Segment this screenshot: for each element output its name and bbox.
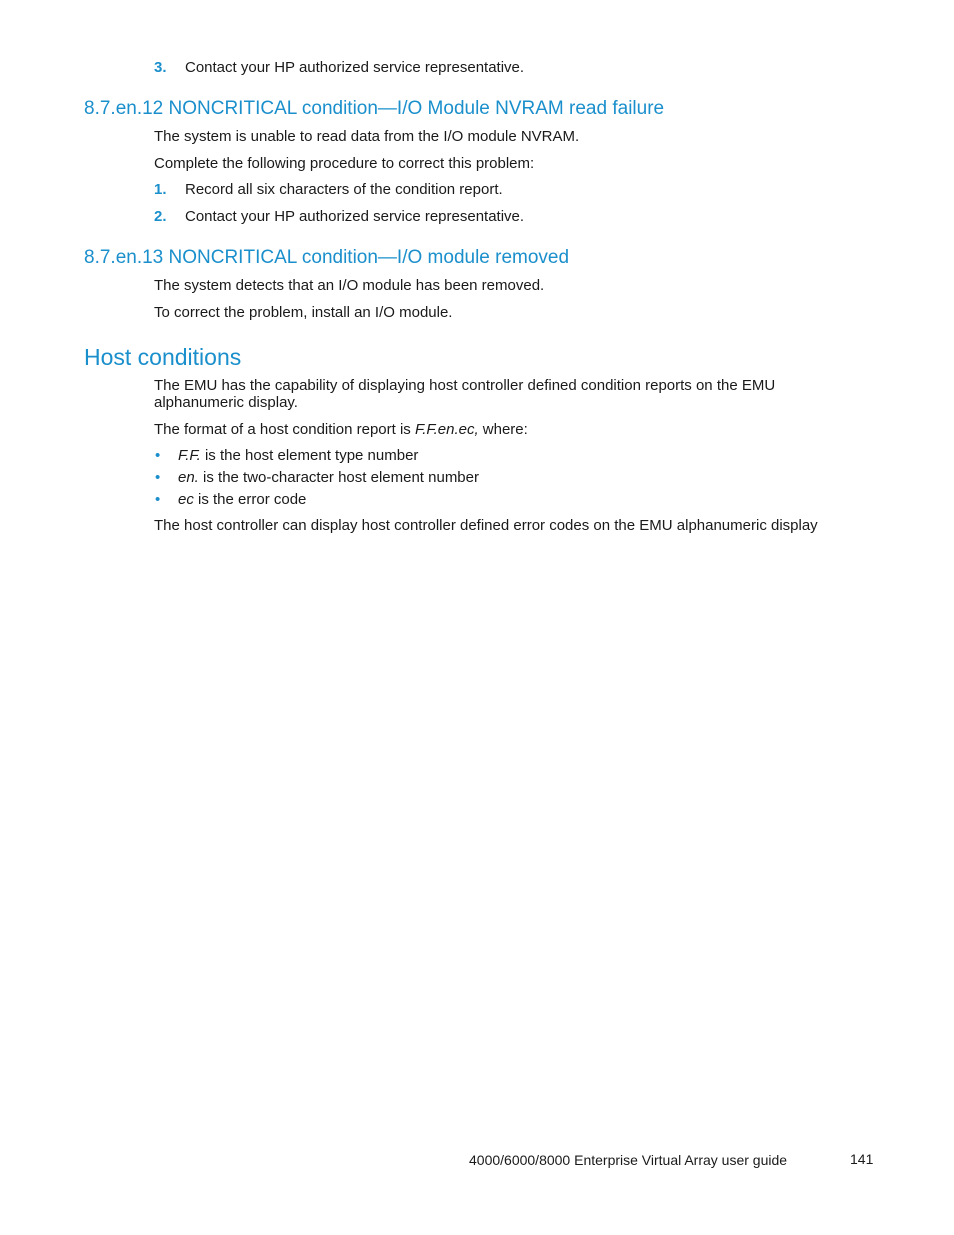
- host-conditions-paragraph-1: The EMU has the capability of displaying host controller defined condition reports on the EMU alphanumeric display.: [154, 377, 776, 411]
- section-12-paragraph-1: The system is unable to read data from the I/O module NVRAM.: [154, 128, 580, 145]
- bullet-icon: •: [155, 447, 161, 464]
- host-conditions-format-paragraph: [154, 421, 528, 438]
- section-heading-13: 8.7.en.13 NONCRITICAL condition—I/O module removed: [84, 247, 570, 268]
- bullet-item: [178, 469, 479, 486]
- bullet-item: [178, 447, 418, 464]
- section-13-paragraph-1: The system detects that an I/O module has been removed.: [154, 277, 545, 294]
- step-number: 1.: [154, 181, 167, 198]
- bullet-desc: is the host element type number: [200, 447, 419, 464]
- section-heading-12: 8.7.en.12 NONCRITICAL condition—I/O Module NVRAM read failure: [84, 98, 665, 119]
- bullet-icon: •: [155, 491, 161, 508]
- bullet-item: [178, 491, 306, 508]
- format-suffix: where:: [478, 421, 528, 438]
- host-conditions-paragraph-last: The host controller can display host controller defined error codes on the EMU alphanumeric display: [154, 517, 818, 534]
- format-code: F.F.en.ec,: [414, 421, 479, 438]
- bullet-desc: is the two-character host element number: [198, 469, 479, 486]
- bullet-term: en.: [178, 469, 199, 486]
- step-text: Contact your HP authorized service representative.: [185, 208, 525, 225]
- bullet-desc: is the error code: [193, 491, 307, 508]
- page-number: 141: [850, 1151, 874, 1167]
- host-conditions-heading: Host conditions: [84, 344, 242, 370]
- section-13-paragraph-2: To correct the problem, install an I/O module.: [154, 304, 453, 321]
- bullet-term: ec: [178, 491, 194, 508]
- bullet-icon: •: [155, 469, 161, 486]
- format-prefix: The format of a host condition report is: [154, 421, 415, 438]
- step-text: Record all six characters of the condition report.: [185, 181, 503, 198]
- section-12-paragraph-2: Complete the following procedure to correct this problem:: [154, 155, 535, 172]
- footer-title: 4000/6000/8000 Enterprise Virtual Array user guide: [469, 1152, 788, 1168]
- bullet-term: F.F.: [178, 447, 201, 464]
- step-number: 3.: [154, 59, 167, 76]
- step-text: Contact your HP authorized service representative.: [185, 59, 525, 76]
- step-number: 2.: [154, 208, 167, 225]
